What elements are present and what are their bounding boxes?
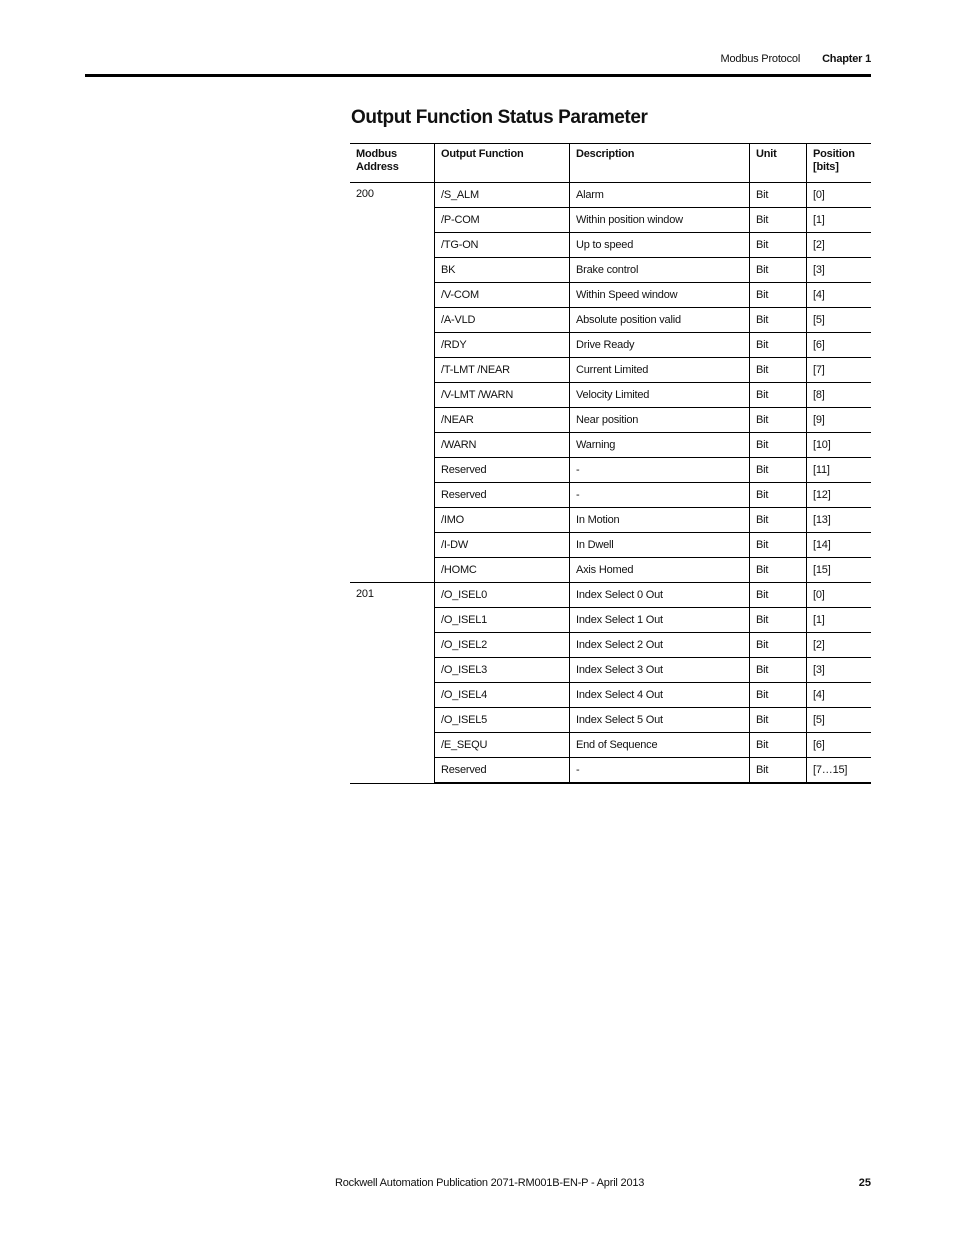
cell-output-function: Reserved [435, 483, 570, 508]
cell-position: [4] [807, 683, 872, 708]
cell-modbus-address: 200 [350, 183, 435, 583]
cell-unit: Bit [750, 433, 807, 458]
cell-position: [10] [807, 433, 872, 458]
cell-unit: Bit [750, 483, 807, 508]
cell-description: Index Select 0 Out [570, 583, 750, 608]
cell-position: [2] [807, 633, 872, 658]
cell-output-function: /P-COM [435, 208, 570, 233]
cell-description: Brake control [570, 258, 750, 283]
cell-position: [15] [807, 558, 872, 583]
cell-unit: Bit [750, 533, 807, 558]
cell-output-function: /IMO [435, 508, 570, 533]
cell-unit: Bit [750, 183, 807, 208]
cell-description: Index Select 2 Out [570, 633, 750, 658]
cell-description: Up to speed [570, 233, 750, 258]
cell-output-function: /A-VLD [435, 308, 570, 333]
column-header-position: Position [bits] [807, 144, 872, 183]
cell-description: Current Limited [570, 358, 750, 383]
cell-description: Axis Homed [570, 558, 750, 583]
table-row [350, 183, 871, 208]
cell-description: In Motion [570, 508, 750, 533]
cell-unit: Bit [750, 608, 807, 633]
cell-description: - [570, 458, 750, 483]
cell-output-function: /TG-ON [435, 233, 570, 258]
cell-position: [11] [807, 458, 872, 483]
cell-unit: Bit [750, 458, 807, 483]
cell-position: [2] [807, 233, 872, 258]
cell-description: Alarm [570, 183, 750, 208]
cell-position: [0] [807, 183, 872, 208]
cell-output-function: /I-DW [435, 533, 570, 558]
cell-output-function: /O_ISEL2 [435, 633, 570, 658]
column-header-unit: Unit [750, 144, 807, 183]
cell-unit: Bit [750, 308, 807, 333]
cell-unit: Bit [750, 333, 807, 358]
cell-description: Warning [570, 433, 750, 458]
column-header-output-function: Output Function [435, 144, 570, 183]
cell-position: [1] [807, 208, 872, 233]
cell-position: [9] [807, 408, 872, 433]
column-header-modbus-address: Modbus Address [350, 144, 435, 183]
cell-output-function: /RDY [435, 333, 570, 358]
cell-description: Velocity Limited [570, 383, 750, 408]
address-group-201 [350, 583, 871, 784]
cell-output-function: Reserved [435, 458, 570, 483]
cell-position: [6] [807, 733, 872, 758]
cell-description: Absolute position valid [570, 308, 750, 333]
publication-footer: Rockwell Automation Publication 2071-RM001B-EN-P - April 2013 [335, 1177, 645, 1189]
cell-position: [12] [807, 483, 872, 508]
cell-output-function: /T-LMT /NEAR [435, 358, 570, 383]
cell-output-function: /NEAR [435, 408, 570, 433]
cell-output-function: /E_SEQU [435, 733, 570, 758]
cell-unit: Bit [750, 708, 807, 733]
cell-unit: Bit [750, 683, 807, 708]
cell-modbus-address: 201 [350, 583, 435, 784]
cell-description: - [570, 758, 750, 784]
cell-position: [8] [807, 383, 872, 408]
cell-description: Near position [570, 408, 750, 433]
cell-description: Index Select 5 Out [570, 708, 750, 733]
cell-unit: Bit [750, 508, 807, 533]
cell-unit: Bit [750, 383, 807, 408]
running-header [721, 53, 871, 65]
cell-unit: Bit [750, 558, 807, 583]
cell-unit: Bit [750, 233, 807, 258]
table-row [350, 583, 871, 608]
cell-position: [3] [807, 258, 872, 283]
cell-position: [5] [807, 708, 872, 733]
cell-description: Within position window [570, 208, 750, 233]
cell-position: [5] [807, 308, 872, 333]
cell-output-function: /O_ISEL1 [435, 608, 570, 633]
cell-unit: Bit [750, 658, 807, 683]
cell-output-function: /WARN [435, 433, 570, 458]
cell-output-function: /O_ISEL5 [435, 708, 570, 733]
cell-description: End of Sequence [570, 733, 750, 758]
cell-position: [3] [807, 658, 872, 683]
cell-unit: Bit [750, 758, 807, 784]
cell-output-function: /O_ISEL4 [435, 683, 570, 708]
cell-description: - [570, 483, 750, 508]
cell-unit: Bit [750, 358, 807, 383]
address-group-200 [350, 183, 871, 583]
cell-output-function: /S_ALM [435, 183, 570, 208]
cell-unit: Bit [750, 408, 807, 433]
cell-unit: Bit [750, 633, 807, 658]
cell-position: [0] [807, 583, 872, 608]
cell-output-function: Reserved [435, 758, 570, 784]
cell-description: Index Select 1 Out [570, 608, 750, 633]
cell-output-function: /V-COM [435, 283, 570, 308]
cell-unit: Bit [750, 283, 807, 308]
page-number: 25 [858, 1177, 871, 1189]
cell-position: [13] [807, 508, 872, 533]
cell-output-function: /O_ISEL0 [435, 583, 570, 608]
cell-description: Index Select 3 Out [570, 658, 750, 683]
cell-unit: Bit [750, 733, 807, 758]
cell-description: Within Speed window [570, 283, 750, 308]
cell-position: [7…15] [807, 758, 872, 784]
cell-unit: Bit [750, 583, 807, 608]
output-function-status-table [350, 143, 871, 784]
cell-output-function: /HOMC [435, 558, 570, 583]
cell-position: [4] [807, 283, 872, 308]
cell-position: [1] [807, 608, 872, 633]
cell-description: In Dwell [570, 533, 750, 558]
header-chapter: Chapter 1 [822, 53, 871, 65]
header-rule [85, 74, 871, 77]
cell-output-function: /V-LMT /WARN [435, 383, 570, 408]
cell-position: [14] [807, 533, 872, 558]
section-title: Output Function Status Parameter [351, 107, 648, 128]
header-section: Modbus Protocol [720, 53, 801, 65]
cell-position: [6] [807, 333, 872, 358]
cell-position: [7] [807, 358, 872, 383]
cell-description: Index Select 4 Out [570, 683, 750, 708]
column-header-description: Description [570, 144, 750, 183]
table-header-row [350, 144, 871, 183]
cell-description: Drive Ready [570, 333, 750, 358]
cell-output-function: BK [435, 258, 570, 283]
cell-unit: Bit [750, 208, 807, 233]
cell-output-function: /O_ISEL3 [435, 658, 570, 683]
cell-unit: Bit [750, 258, 807, 283]
